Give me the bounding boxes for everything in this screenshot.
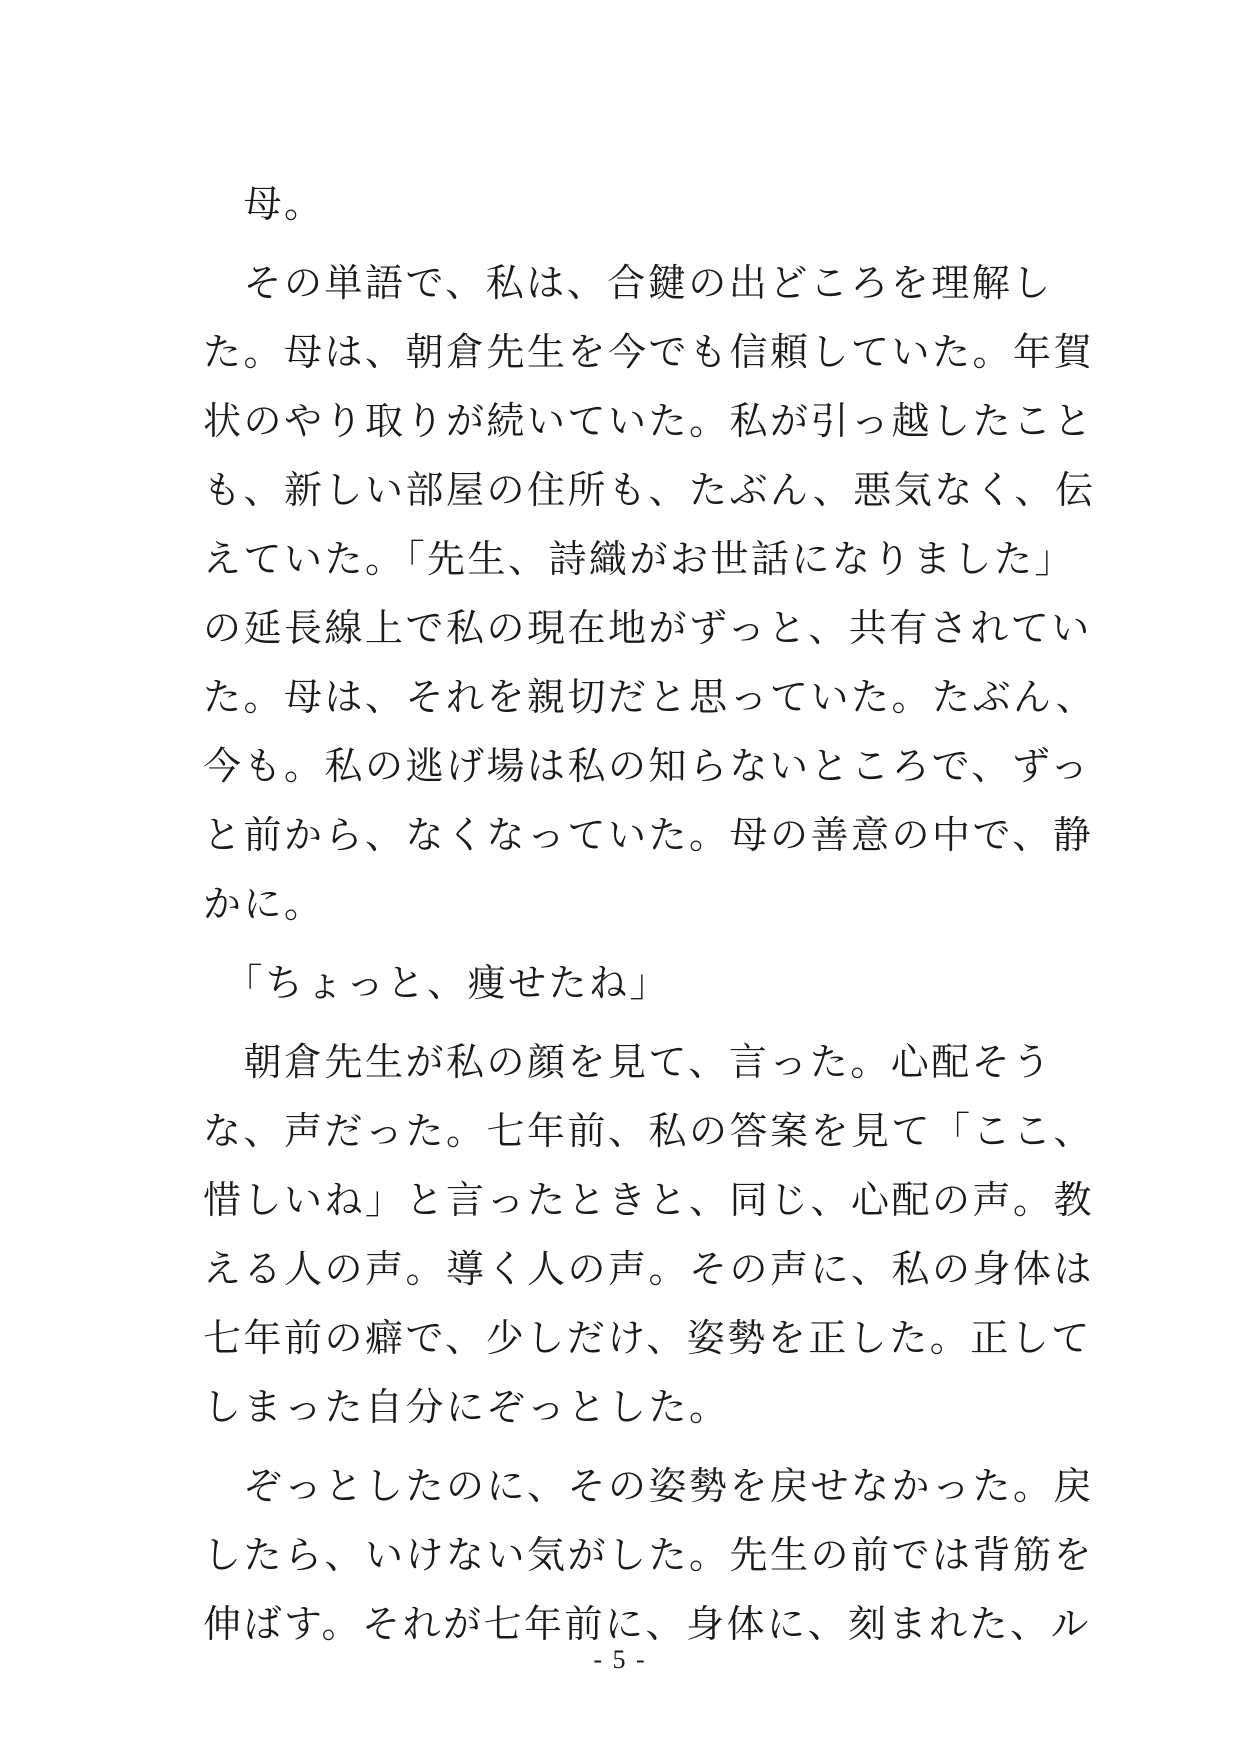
text-line: したら、いけない気がした。先生の前では背筋を [203, 1533, 1095, 1577]
text-line: 朝倉先生が私の顔を見て、言った。心配そう [203, 1040, 1053, 1084]
page-number: - 5 - [593, 1645, 647, 1674]
text-line: かに。 [203, 882, 325, 926]
text-line: えていた。「先生、詩織がお世話になりました」 [203, 537, 1076, 581]
text-line: 七年前の癖で、少しだけ、姿勢を正した。正して [203, 1316, 1092, 1360]
text-line: の延長線上で私の現在地がずっと、共有されてい [203, 606, 1092, 650]
text-line: も、新しい部屋の住所も、たぶん、悪気なく、伝 [203, 468, 1096, 512]
body-text [203, 170, 1097, 1659]
text-line: しまった自分にぞっとした。 [203, 1385, 730, 1429]
text-line: 母。 [203, 182, 325, 226]
text-line: その単語で、私は、合鍵の出どころを理解し [203, 261, 1053, 305]
text-line: 状のやり取りが続いていた。私が引っ越したこと [203, 399, 1095, 443]
text-line: 伸ばす。それが七年前に、身体に、刻まれた、ル [203, 1602, 1091, 1646]
text-line: と前から、なくなっていた。母の善意の中で、静 [203, 813, 1094, 857]
text-line: た。母は、それを親切だと思っていた。たぶん、 [203, 675, 1097, 719]
text-line: 今も。私の逃げ場は私の知らないところで、ずっ [203, 744, 1091, 788]
text-line: える人の声。導く人の声。その声に、私の身体は [203, 1247, 1095, 1291]
text-line: た。母は、朝倉先生を今でも信頼していた。年賀 [203, 330, 1095, 374]
text-line: 「ちょっと、痩せたね」 [203, 961, 671, 1005]
text-line: 惜しいね」と言ったときと、同じ、心配の声。教 [203, 1178, 1095, 1222]
text-line: な、声だった。七年前、私の答案を見て「ここ、 [203, 1109, 1095, 1153]
text-line: ぞっとしたのに、その姿勢を戻せなかった。戻 [203, 1464, 1095, 1508]
